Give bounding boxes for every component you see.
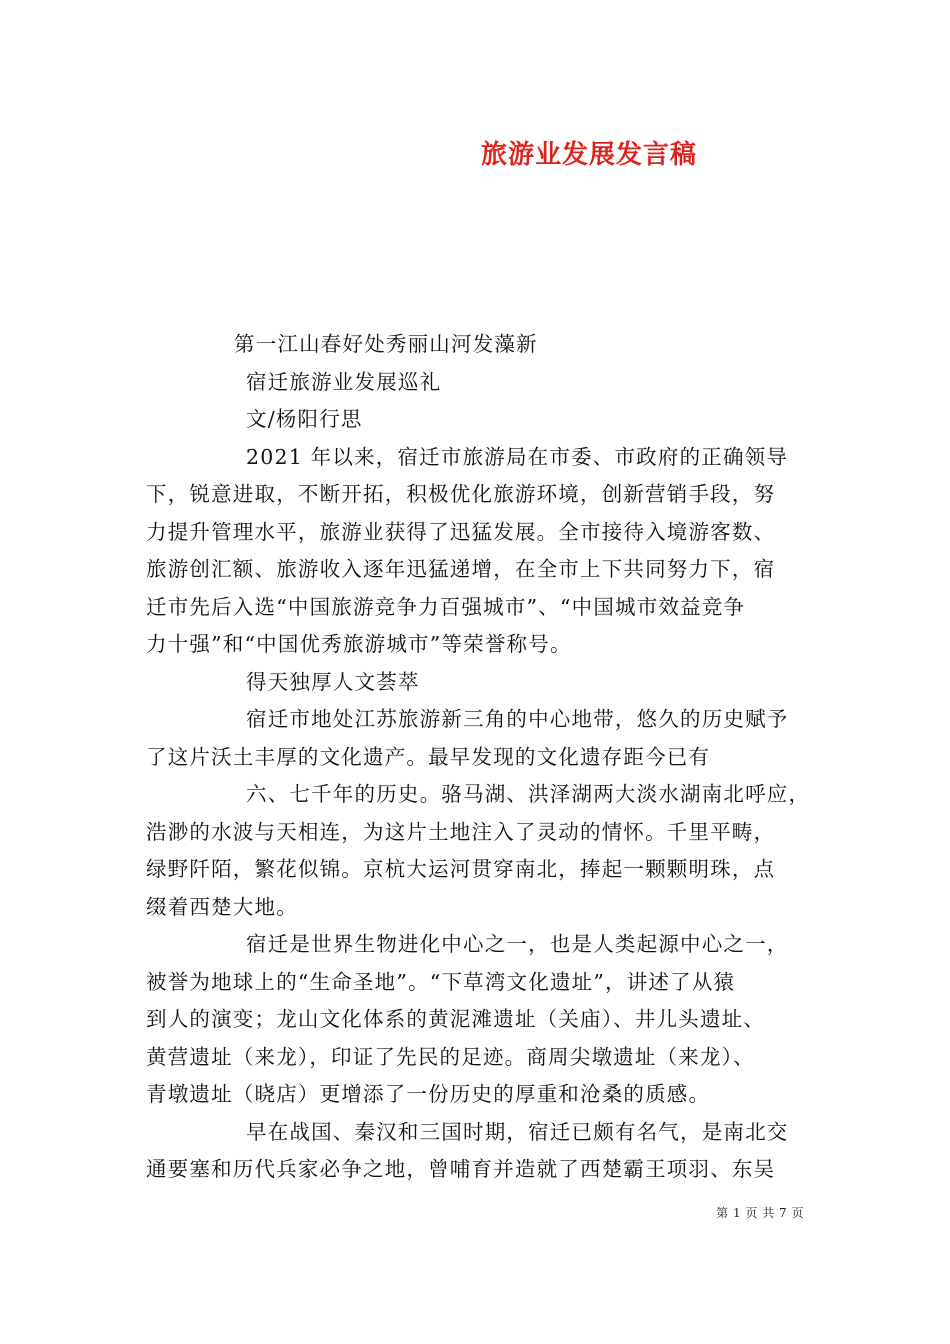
paragraph-line: 被誉为地球上的“生命圣地”。“下草湾文化遗址”，讲述了从猿 [146,969,736,994]
paragraph [146,776,826,926]
paragraph-line: 早在战国、秦汉和三国时期，宿迁已颇有名气，是南北交 [246,1119,789,1144]
document-title: 旅游业发展发言稿 [480,140,697,170]
paragraph-line: 宿迁市地处江苏旅游新三角的中心地带，悠久的历史赋予 [246,707,789,731]
author-line: 文/杨阳行思 [246,407,363,431]
paragraph-line: 宿迁是世界生物进化中心之一，也是人类起源中心之一， [246,932,789,956]
subtitle-line: 第一江山春好处秀丽山河发藻新 [234,332,538,356]
paragraph-line: 浩渺的水波与天相连，为这片土地注入了灵动的情怀。千里平畴， [146,819,776,844]
paragraph-line: 六、七千年的历史。骆马湖、洪泽湖两大淡水湖南北呼应， [246,782,811,806]
paragraph-line: 青墩遗址（晓店）更增添了一份历史的厚重和沧桑的质感。 [146,1082,711,1106]
paragraph-line: 通要塞和历代兵家必争之地，曾哺育并造就了西楚霸王项羽、东吴 [146,1157,776,1181]
paragraph-line: 黄营遗址（来龙），印证了先民的足迹。商周尖墩遗址（来龙）、 [146,1044,755,1069]
paragraph [146,1114,826,1189]
paragraph [146,439,826,664]
paragraph [146,701,826,776]
paragraph [146,926,826,1114]
paragraph-line: 迁市先后入选“中国旅游竞争力百强城市”、“中国城市效益竞争 [146,594,746,619]
paragraph-line: 了这片沃土丰厚的文化遗产。最早发现的文化遗存距今已有 [146,744,711,769]
paragraph-line: 缀着西楚大地。 [146,894,298,919]
paragraph-line: 到人的演变；龙山文化体系的黄泥滩遗址（关庙）、井儿头遗址、 [146,1007,766,1031]
paragraph-line: 旅游创汇额、旅游收入逐年迅猛递增，在全市上下共同努力下，宿 [146,557,776,581]
paragraph-line: 力十强”和“中国优秀旅游城市”等荣誉称号。 [146,632,572,656]
section-heading [146,664,826,702]
section-heading-text: 得天独厚人文荟萃 [246,669,420,694]
page-footer: 第 1 页 共 7 页 [716,1206,804,1220]
paragraph-line: 下，锐意进取，不断开拓，积极优化旅游环境，创新营销手段，努 [146,482,776,506]
paragraph-line: 2021 年以来，宿迁市旅游局在市委、市政府的正确领导 [246,444,789,469]
subtitle-line: 宿迁旅游业发展巡礼 [246,369,442,394]
paragraph-line: 绿野阡陌，繁花似锦。京杭大运河贯穿南北，捧起一颗颗明珠，点 [146,857,776,881]
paragraph-line: 力提升管理水平，旅游业获得了迅猛发展。全市接待入境游客数、 [146,519,776,544]
document-body [146,326,826,1189]
